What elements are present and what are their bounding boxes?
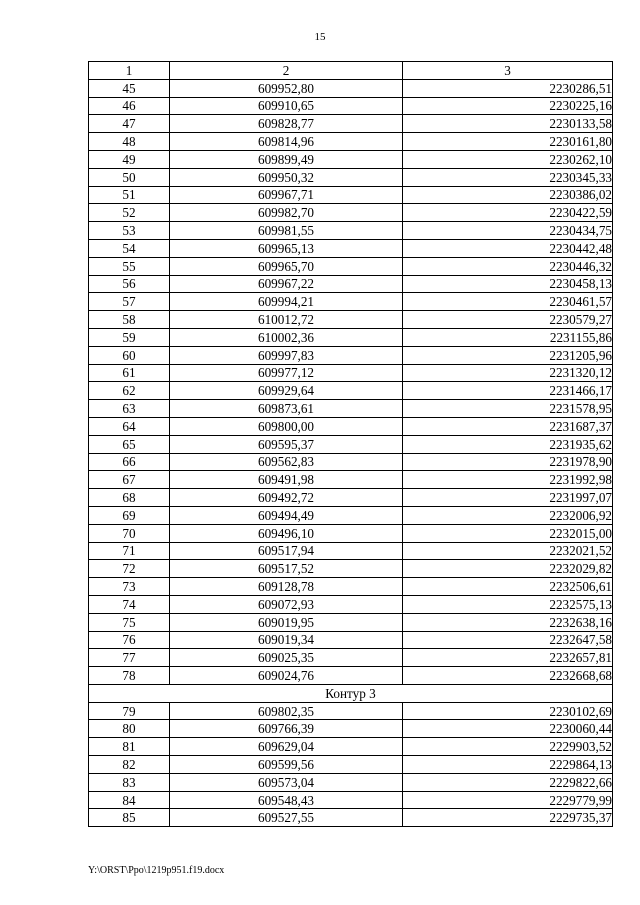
point-number-cell: 78 [89, 667, 170, 685]
y-coordinate-cell: 2232006,92 [403, 506, 613, 524]
x-coordinate-cell: 609982,70 [170, 204, 403, 222]
y-coordinate-cell: 2230262,10 [403, 150, 613, 168]
table-row [89, 168, 613, 186]
table-row [89, 79, 613, 97]
y-coordinate-cell: 2232029,82 [403, 560, 613, 578]
point-number-cell: 47 [89, 115, 170, 133]
y-coordinate-cell: 2230225,16 [403, 97, 613, 115]
y-coordinate-cell: 2230442,48 [403, 239, 613, 257]
y-coordinate-cell: 2230102,69 [403, 702, 613, 720]
x-coordinate-cell: 609899,49 [170, 150, 403, 168]
table-row [89, 275, 613, 293]
x-coordinate-cell: 609814,96 [170, 133, 403, 151]
y-coordinate-cell: 2232015,00 [403, 524, 613, 542]
point-number-cell: 85 [89, 809, 170, 827]
section-title: Контур 3 [89, 684, 613, 702]
y-coordinate-cell: 2232506,61 [403, 578, 613, 596]
point-number-cell: 55 [89, 257, 170, 275]
x-coordinate-cell: 609967,22 [170, 275, 403, 293]
point-number-cell: 66 [89, 453, 170, 471]
point-number-cell: 68 [89, 489, 170, 507]
table-row [89, 186, 613, 204]
table-row [89, 773, 613, 791]
x-coordinate-cell: 609527,55 [170, 809, 403, 827]
point-number-cell: 74 [89, 595, 170, 613]
x-coordinate-cell: 610012,72 [170, 311, 403, 329]
y-coordinate-cell: 2230461,57 [403, 293, 613, 311]
x-coordinate-cell: 609025,35 [170, 649, 403, 667]
y-coordinate-cell: 2230579,27 [403, 311, 613, 329]
point-number-cell: 53 [89, 222, 170, 240]
column-header-1: 1 [89, 62, 170, 80]
point-number-cell: 80 [89, 720, 170, 738]
x-coordinate-cell: 609496,10 [170, 524, 403, 542]
point-number-cell: 57 [89, 293, 170, 311]
x-coordinate-cell: 609997,83 [170, 346, 403, 364]
coordinates-table [88, 61, 613, 827]
y-coordinate-cell: 2230133,58 [403, 115, 613, 133]
table-row [89, 239, 613, 257]
x-coordinate-cell: 609952,80 [170, 79, 403, 97]
x-coordinate-cell: 609629,04 [170, 738, 403, 756]
y-coordinate-cell: 2230446,32 [403, 257, 613, 275]
point-number-cell: 56 [89, 275, 170, 293]
y-coordinate-cell: 2231155,86 [403, 328, 613, 346]
table-row [89, 364, 613, 382]
x-coordinate-cell: 609599,56 [170, 756, 403, 774]
column-header-2: 2 [170, 62, 403, 80]
point-number-cell: 69 [89, 506, 170, 524]
point-number-cell: 63 [89, 400, 170, 418]
table-row [89, 489, 613, 507]
x-coordinate-cell: 609802,35 [170, 702, 403, 720]
x-coordinate-cell: 609024,76 [170, 667, 403, 685]
point-number-cell: 52 [89, 204, 170, 222]
point-number-cell: 72 [89, 560, 170, 578]
x-coordinate-cell: 609072,93 [170, 595, 403, 613]
y-coordinate-cell: 2230161,80 [403, 133, 613, 151]
point-number-cell: 81 [89, 738, 170, 756]
x-coordinate-cell: 609994,21 [170, 293, 403, 311]
table-row [89, 204, 613, 222]
x-coordinate-cell: 609562,83 [170, 453, 403, 471]
table-row [89, 471, 613, 489]
table-row [89, 809, 613, 827]
y-coordinate-cell: 2229735,37 [403, 809, 613, 827]
table-row [89, 560, 613, 578]
table-row [89, 417, 613, 435]
x-coordinate-cell: 609517,52 [170, 560, 403, 578]
x-coordinate-cell: 609965,13 [170, 239, 403, 257]
x-coordinate-cell: 609517,94 [170, 542, 403, 560]
table-row [89, 613, 613, 631]
table-row [89, 222, 613, 240]
y-coordinate-cell: 2230345,33 [403, 168, 613, 186]
point-number-cell: 60 [89, 346, 170, 364]
x-coordinate-cell: 609128,78 [170, 578, 403, 596]
x-coordinate-cell: 609965,70 [170, 257, 403, 275]
y-coordinate-cell: 2231466,17 [403, 382, 613, 400]
table-row [89, 791, 613, 809]
table-row [89, 720, 613, 738]
point-number-cell: 75 [89, 613, 170, 631]
point-number-cell: 48 [89, 133, 170, 151]
table-row [89, 257, 613, 275]
coordinates-table-body [89, 62, 613, 827]
y-coordinate-cell: 2230422,59 [403, 204, 613, 222]
table-row [89, 382, 613, 400]
x-coordinate-cell: 609800,00 [170, 417, 403, 435]
y-coordinate-cell: 2232657,81 [403, 649, 613, 667]
point-number-cell: 58 [89, 311, 170, 329]
x-coordinate-cell: 609019,34 [170, 631, 403, 649]
point-number-cell: 79 [89, 702, 170, 720]
point-number-cell: 45 [89, 79, 170, 97]
y-coordinate-cell: 2232647,58 [403, 631, 613, 649]
table-row [89, 453, 613, 471]
point-number-cell: 51 [89, 186, 170, 204]
x-coordinate-cell: 609491,98 [170, 471, 403, 489]
point-number-cell: 77 [89, 649, 170, 667]
point-number-cell: 64 [89, 417, 170, 435]
y-coordinate-cell: 2231935,62 [403, 435, 613, 453]
section-row [89, 684, 613, 702]
table-row [89, 311, 613, 329]
point-number-cell: 82 [89, 756, 170, 774]
point-number-cell: 62 [89, 382, 170, 400]
y-coordinate-cell: 2232638,16 [403, 613, 613, 631]
table-row [89, 542, 613, 560]
x-coordinate-cell: 609548,43 [170, 791, 403, 809]
table-row [89, 115, 613, 133]
x-coordinate-cell: 609766,39 [170, 720, 403, 738]
table-row [89, 756, 613, 774]
point-number-cell: 76 [89, 631, 170, 649]
y-coordinate-cell: 2229903,52 [403, 738, 613, 756]
table-row [89, 524, 613, 542]
y-coordinate-cell: 2230286,51 [403, 79, 613, 97]
y-coordinate-cell: 2232021,52 [403, 542, 613, 560]
table-row [89, 133, 613, 151]
table-row [89, 150, 613, 168]
x-coordinate-cell: 609828,77 [170, 115, 403, 133]
point-number-cell: 61 [89, 364, 170, 382]
table-row [89, 595, 613, 613]
y-coordinate-cell: 2232575,13 [403, 595, 613, 613]
table-row [89, 631, 613, 649]
point-number-cell: 70 [89, 524, 170, 542]
table-header-row [89, 62, 613, 80]
file-path-footer: Y:\ORST\Ppo\1219p951.f19.docx [88, 865, 225, 876]
table-row [89, 97, 613, 115]
x-coordinate-cell: 609929,64 [170, 382, 403, 400]
y-coordinate-cell: 2231978,90 [403, 453, 613, 471]
table-row [89, 400, 613, 418]
point-number-cell: 65 [89, 435, 170, 453]
point-number-cell: 54 [89, 239, 170, 257]
column-header-3: 3 [403, 62, 613, 80]
x-coordinate-cell: 609492,72 [170, 489, 403, 507]
table-row [89, 328, 613, 346]
point-number-cell: 67 [89, 471, 170, 489]
y-coordinate-cell: 2229864,13 [403, 756, 613, 774]
x-coordinate-cell: 609595,37 [170, 435, 403, 453]
x-coordinate-cell: 609494,49 [170, 506, 403, 524]
y-coordinate-cell: 2231992,98 [403, 471, 613, 489]
x-coordinate-cell: 609573,04 [170, 773, 403, 791]
point-number-cell: 71 [89, 542, 170, 560]
table-row [89, 293, 613, 311]
table-row [89, 435, 613, 453]
point-number-cell: 83 [89, 773, 170, 791]
y-coordinate-cell: 2231687,37 [403, 417, 613, 435]
x-coordinate-cell: 609967,71 [170, 186, 403, 204]
x-coordinate-cell: 609981,55 [170, 222, 403, 240]
y-coordinate-cell: 2232668,68 [403, 667, 613, 685]
point-number-cell: 49 [89, 150, 170, 168]
table-row [89, 578, 613, 596]
y-coordinate-cell: 2230458,13 [403, 275, 613, 293]
y-coordinate-cell: 2230434,75 [403, 222, 613, 240]
y-coordinate-cell: 2231578,95 [403, 400, 613, 418]
y-coordinate-cell: 2231997,07 [403, 489, 613, 507]
page-number: 15 [314, 31, 326, 43]
x-coordinate-cell: 609019,95 [170, 613, 403, 631]
y-coordinate-cell: 2231205,96 [403, 346, 613, 364]
y-coordinate-cell: 2230386,02 [403, 186, 613, 204]
y-coordinate-cell: 2229779,99 [403, 791, 613, 809]
y-coordinate-cell: 2230060,44 [403, 720, 613, 738]
table-row [89, 702, 613, 720]
table-row [89, 346, 613, 364]
table-row [89, 506, 613, 524]
x-coordinate-cell: 609977,12 [170, 364, 403, 382]
x-coordinate-cell: 610002,36 [170, 328, 403, 346]
point-number-cell: 73 [89, 578, 170, 596]
point-number-cell: 46 [89, 97, 170, 115]
point-number-cell: 84 [89, 791, 170, 809]
x-coordinate-cell: 609910,65 [170, 97, 403, 115]
x-coordinate-cell: 609873,61 [170, 400, 403, 418]
table-row [89, 667, 613, 685]
point-number-cell: 50 [89, 168, 170, 186]
table-row [89, 738, 613, 756]
y-coordinate-cell: 2231320,12 [403, 364, 613, 382]
y-coordinate-cell: 2229822,66 [403, 773, 613, 791]
table-row [89, 649, 613, 667]
x-coordinate-cell: 609950,32 [170, 168, 403, 186]
point-number-cell: 59 [89, 328, 170, 346]
